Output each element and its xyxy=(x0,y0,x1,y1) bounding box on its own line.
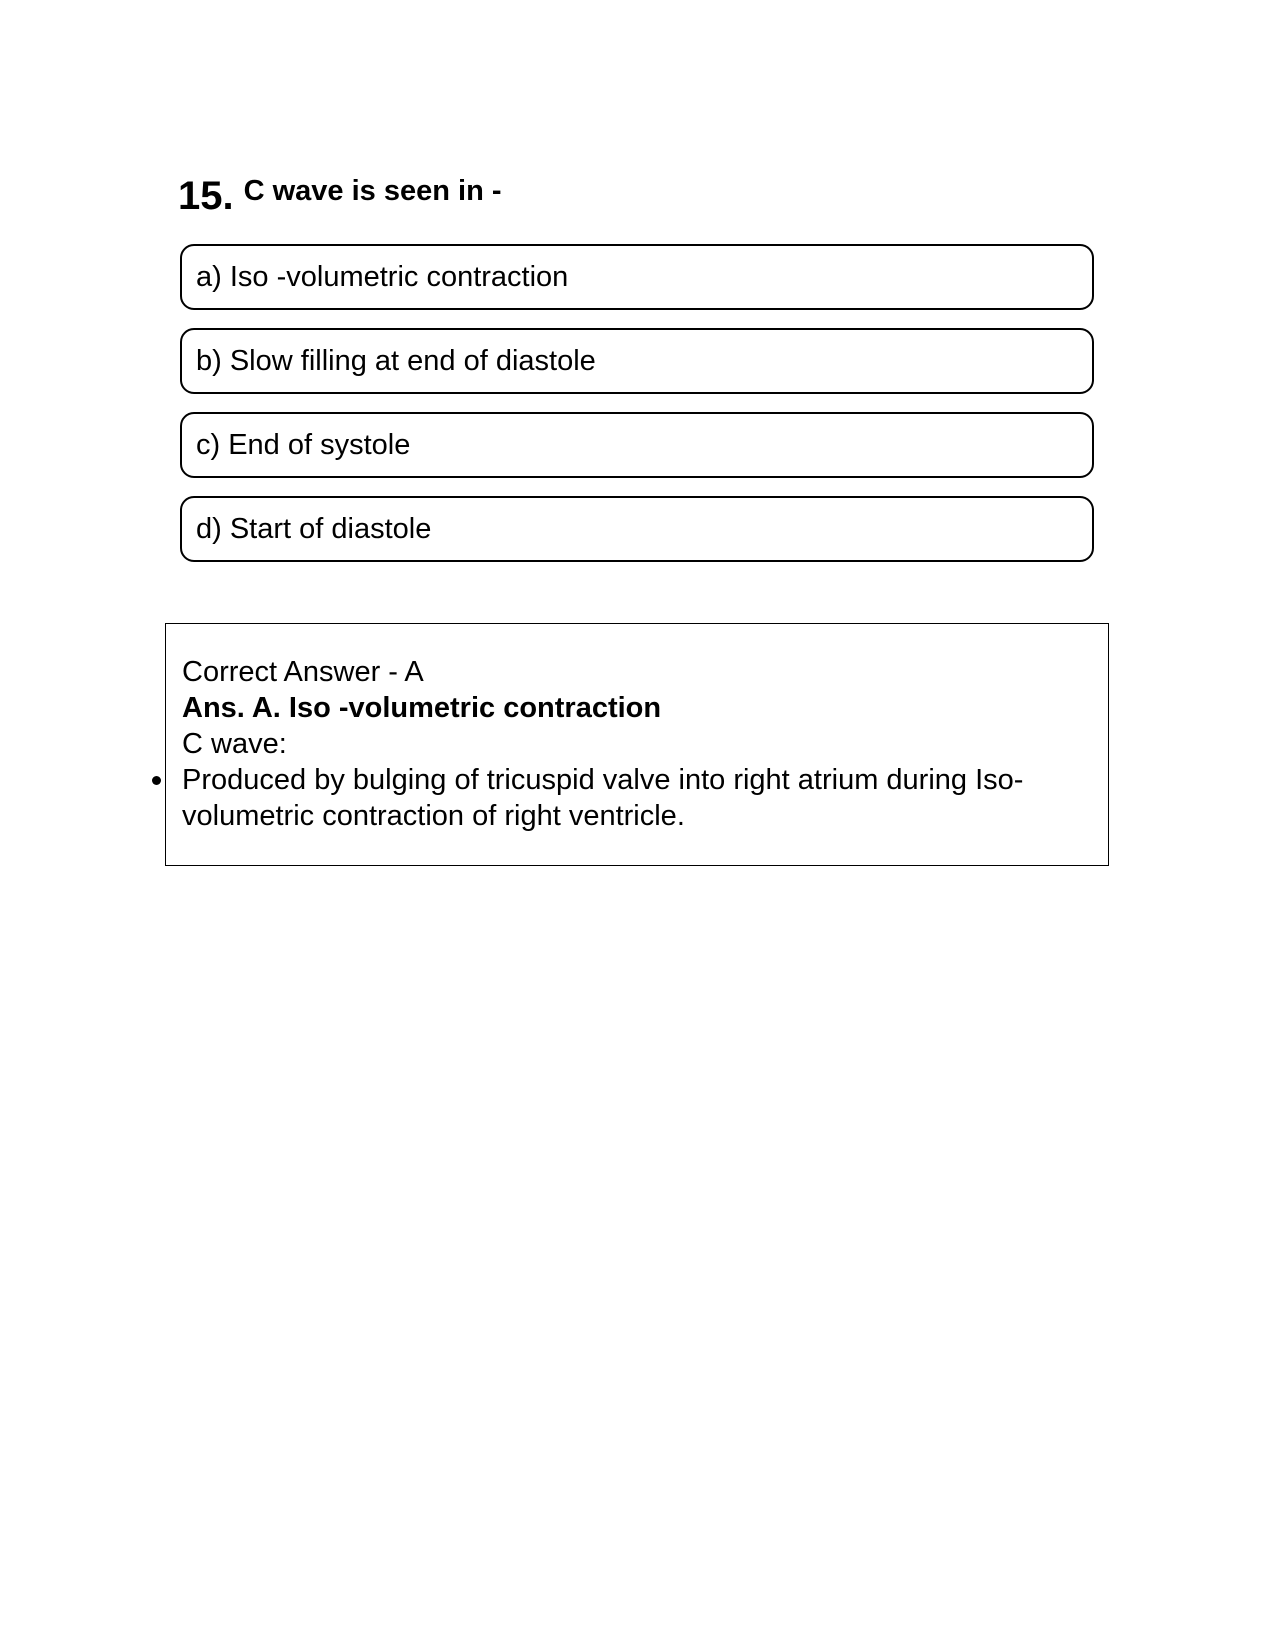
option-a-label: a) Iso -volumetric contraction xyxy=(196,260,569,293)
correct-answer-text: Correct Answer - A xyxy=(182,656,424,688)
question-header xyxy=(178,176,502,217)
answer-subheading: C wave: xyxy=(182,728,287,760)
explanation-bullet-item xyxy=(182,762,1078,834)
answer-explanation-box xyxy=(165,623,1109,866)
option-d-label: d) Start of diastole xyxy=(196,512,432,545)
option-c-label: c) End of systole xyxy=(196,428,411,461)
answer-heading: Ans. A. Iso -volumetric contraction xyxy=(182,692,662,724)
question-number: 15. xyxy=(178,174,234,218)
option-c[interactable] xyxy=(180,412,1094,478)
option-d[interactable] xyxy=(180,496,1094,562)
question-text: C wave is seen in - xyxy=(243,175,502,207)
answer-content xyxy=(182,654,1078,834)
option-a[interactable] xyxy=(180,244,1094,310)
option-b[interactable] xyxy=(180,328,1094,394)
option-b-label: b) Slow filling at end of diastole xyxy=(196,344,596,377)
bullet-icon xyxy=(152,776,161,785)
explanation-bullet-text: Produced by bulging of tricuspid valve into right atrium during Iso-volumetric contraction of right ventricle. xyxy=(182,764,1024,832)
